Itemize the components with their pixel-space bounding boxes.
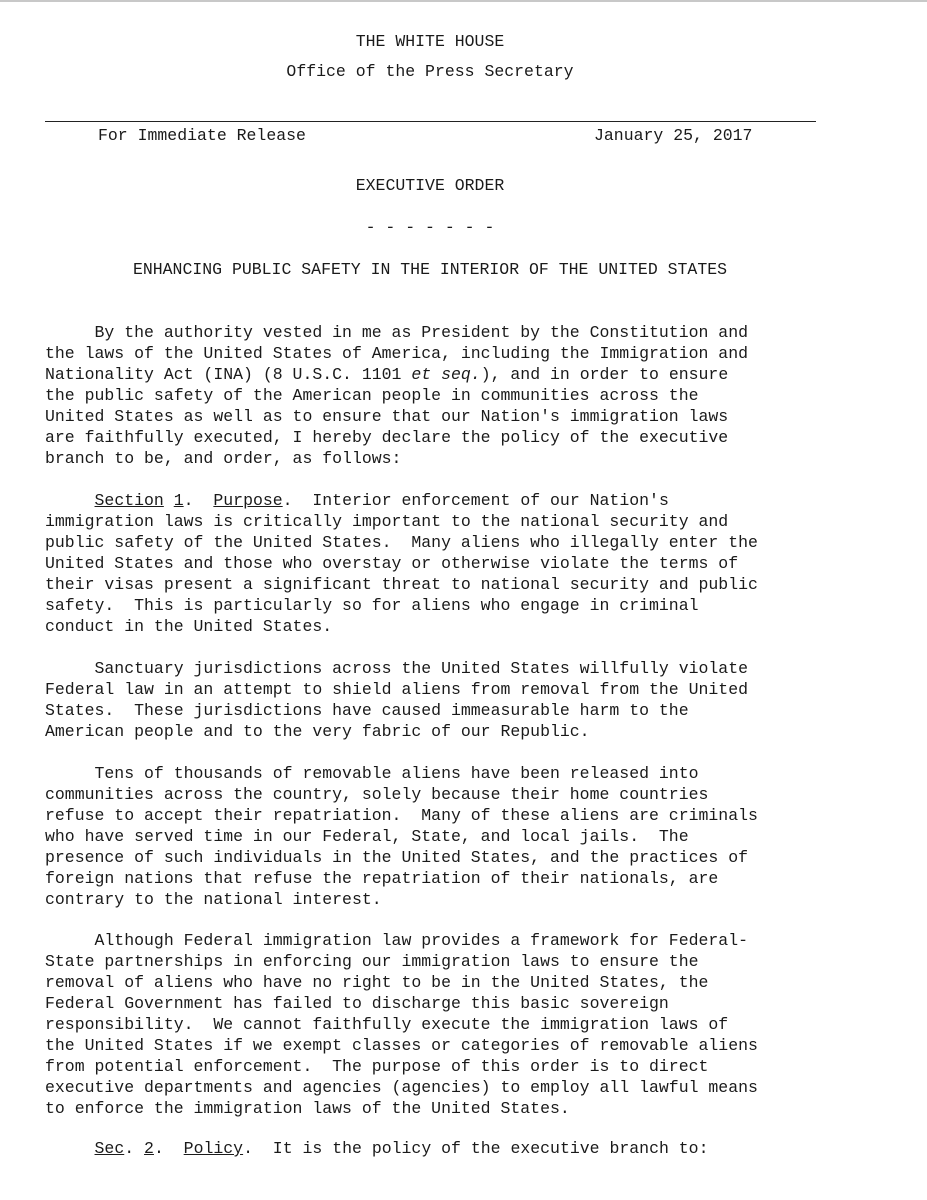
document-type: EXECUTIVE ORDER (355, 176, 505, 195)
section-number: 2 (144, 1139, 154, 1158)
release-label: For Immediate Release (98, 126, 306, 145)
italic-et-seq: et seq. (411, 365, 481, 384)
section-heading: Policy (183, 1139, 244, 1158)
document-title: ENHANCING PUBLIC SAFETY IN THE INTERIOR OF THE UNITED STATES (132, 260, 728, 279)
header-rule (45, 121, 816, 122)
removable-aliens-paragraph: Tens of thousands of removable aliens have been released into communities across the country, solely because their home countries refuse to accept their repatriation. Many of these aliens are criminals who have served time in our Federal, State, and local jails. The presence of such individuals in the United States, and the practices of foreign nations that refuse the repatriation of their nationals, are contrary to the national interest. (45, 764, 758, 909)
office-name: Office of the Press Secretary (286, 62, 574, 81)
section-1-paragraph: Section 1. Purpose. Interior enforcement of our Nation's immigration laws is critically important to the national security and public safety of the United States. Many aliens who illegally enter the United States and those who overstay or otherwise violate the terms of their visas present a significant threat to national security and public safety. This is particularly so for aliens who engage in criminal conduct in the United States. (45, 491, 758, 636)
framework-paragraph: Although Federal immigration law provides a framework for Federal- State partnerships in enforcing our immigration laws to ensure the removal of aliens who have no right to be in the United States, the Federal Government has failed to discharge this basic sovereign responsibility. We cannot faithfully execute the immigration laws of the United States if we exempt classes or categories of removable aliens from potential enforcement. The purpose of this order is to direct executive departments and agencies (agencies) to employ all lawful means to enforce the immigration laws of the United States. (45, 931, 758, 1118)
release-date: January 25, 2017 (594, 126, 753, 145)
preamble-paragraph: By the authority vested in me as President by the Constitution and the laws of the United States of America, including the Immigration and Nationality Act (INA) (8 U.S.C. 1101 et seq.), and in order to ensure the public safety of the American people in communities across the United States as well as to ensure that our Nation's immigration laws are faithfully executed, I hereby declare the policy of the executive branch to be, and order, as follows: (45, 323, 749, 468)
section-number: 1 (173, 491, 184, 510)
section-label: Section (94, 491, 164, 510)
section-heading: Purpose (213, 491, 283, 510)
section-2-paragraph: Sec. 2. Policy. It is the policy of the executive branch to: (94, 1139, 709, 1158)
section-label: Sec (94, 1139, 125, 1158)
agency-name: THE WHITE HOUSE (355, 32, 505, 51)
sanctuary-paragraph: Sanctuary jurisdictions across the United States willfully violate Federal law in an attempt to shield aliens from removal from the United States. These jurisdictions have caused immeasurable harm to the American people and to the very fabric of our Republic. (45, 659, 749, 741)
top-border (0, 0, 927, 2)
separator-dashes: - - - - - - - (365, 218, 495, 237)
